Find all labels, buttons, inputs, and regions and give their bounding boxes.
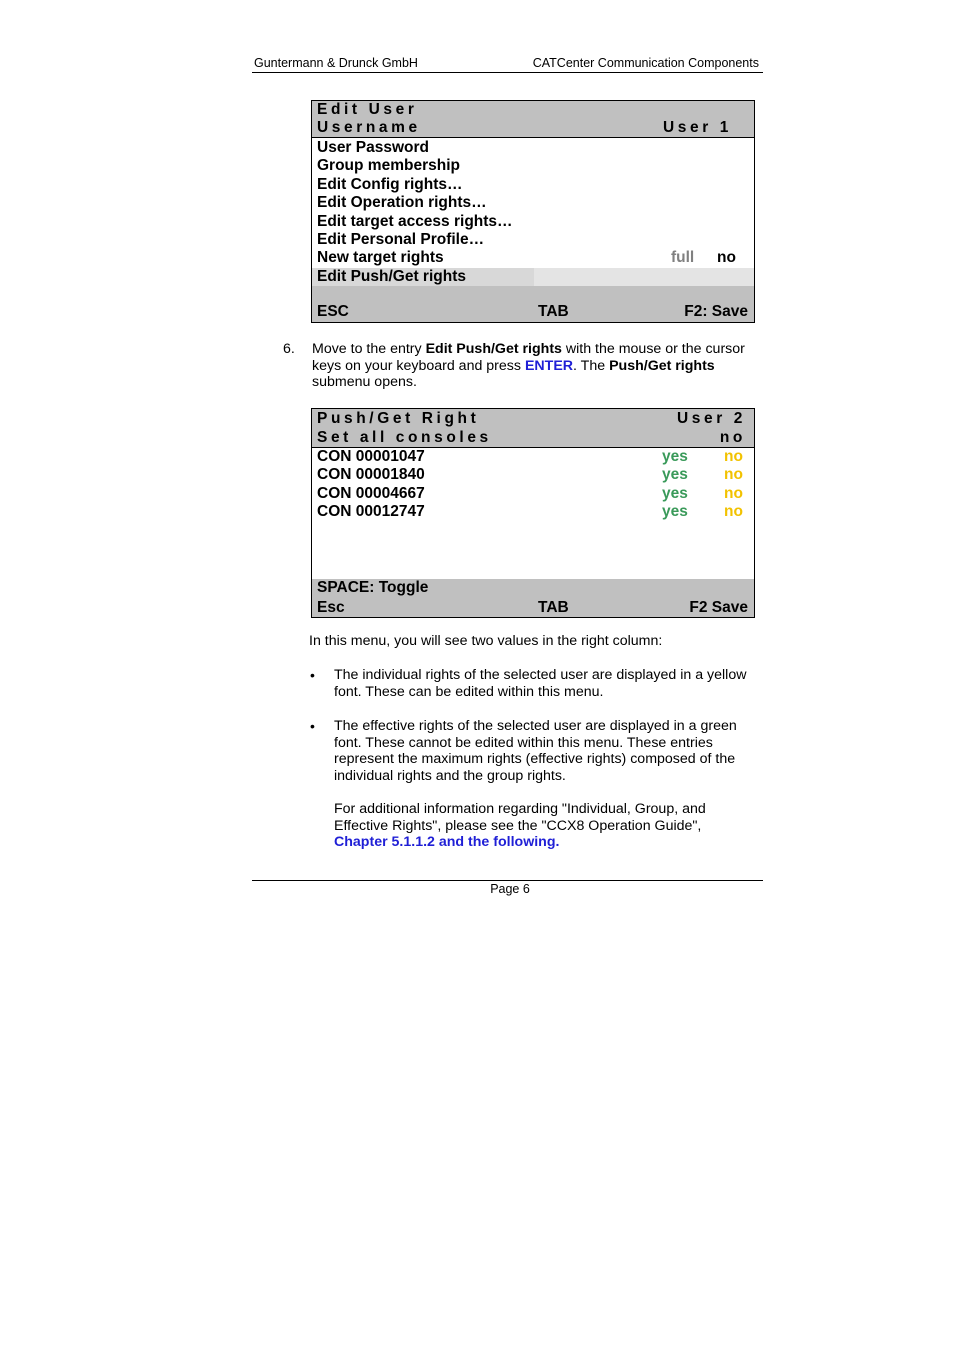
menu-item-edit-personal-profile[interactable]: Edit Personal Profile…	[317, 230, 485, 248]
footer-rule	[252, 880, 763, 881]
header-company: Guntermann & Drunck GmbH	[254, 56, 418, 70]
bullet-2-marker: •	[310, 718, 315, 734]
esc-key[interactable]: Esc	[317, 599, 345, 616]
push-get-title: Push/Get Right	[317, 410, 480, 427]
chapter-link[interactable]: Chapter 5.1.1.2 and the following.	[334, 834, 560, 851]
console-row[interactable]	[312, 485, 754, 503]
menu-item-edit-operation-rights[interactable]: Edit Operation rights…	[317, 194, 487, 212]
set-all-consoles-value[interactable]: no	[719, 429, 746, 446]
screen-title: Edit User	[317, 101, 418, 118]
f2-save-key[interactable]: F2 Save	[689, 599, 748, 616]
bullet-2-text: The effective rights of the selected user are displayed in a green font. These cannot be edited within this menu. These entries represent the maximum rights (effective rights) composed of the individual rights and the group rights.	[334, 718, 737, 784]
push-get-user: User 2	[677, 410, 746, 427]
individual-right[interactable]: no	[724, 448, 743, 465]
edit-user-title-bar	[312, 101, 754, 138]
push-get-screen	[311, 408, 755, 618]
f2-save-key[interactable]: F2: Save	[684, 303, 748, 321]
individual-right[interactable]: no	[724, 503, 743, 521]
console-row[interactable]	[312, 503, 754, 521]
individual-right[interactable]: no	[724, 466, 743, 484]
console-list	[312, 448, 754, 579]
username-row	[312, 119, 754, 137]
additional-info: For additional information regarding "Individual, Group, and Effective Rights", please see the "CCX8 Operation Guide", Chapter 5.1.1.2 and the following.	[334, 801, 764, 851]
menu-item-new-target-rights[interactable]	[312, 249, 754, 267]
submenu-name: Push/Get rights	[609, 357, 715, 374]
bullet-1-marker: •	[310, 667, 315, 683]
push-get-title-bar	[312, 409, 754, 448]
page-number: Page 6	[490, 882, 530, 896]
set-all-consoles-row[interactable]	[312, 428, 754, 447]
console-name: CON 00004667	[317, 484, 425, 502]
push-get-title-row	[312, 409, 754, 428]
effective-right: yes	[662, 503, 688, 521]
username-label: Username	[317, 119, 421, 136]
bullet-1-text: The individual rights of the selected user are displayed in a yellow font. These can be edited within this menu.	[334, 667, 747, 700]
enter-key: ENTER	[524, 357, 574, 374]
step-number: 6.	[283, 341, 295, 357]
intro-paragraph: In this menu, you will see two values in the right column:	[309, 633, 663, 649]
username-value: User 1	[663, 119, 732, 136]
new-target-rights-label: New target rights	[317, 249, 444, 267]
edit-user-footer	[312, 286, 754, 322]
menu-item-edit-push-get-rights[interactable]	[312, 268, 754, 286]
space-toggle-key[interactable]: SPACE: Toggle	[317, 579, 429, 596]
option-no[interactable]: no	[717, 249, 736, 267]
menu-item-edit-config-rights[interactable]: Edit Config rights…	[317, 175, 463, 193]
console-row[interactable]	[312, 448, 754, 466]
effective-right: yes	[662, 466, 688, 484]
header-rule	[252, 72, 763, 73]
menu-item-edit-target-access-rights[interactable]: Edit target access rights…	[317, 212, 513, 230]
individual-right[interactable]: no	[724, 484, 743, 502]
console-name: CON 00012747	[317, 503, 425, 521]
effective-right: yes	[662, 484, 688, 502]
push-get-footer	[312, 579, 754, 617]
selected-item-label: Edit Push/Get rights	[317, 267, 466, 285]
menu-item-user-password[interactable]: User Password	[317, 139, 429, 156]
tab-key[interactable]: TAB	[538, 303, 569, 321]
console-name: CON 00001047	[317, 448, 425, 465]
console-row[interactable]	[312, 466, 754, 484]
header-product: CATCenter Communication Components	[532, 56, 759, 70]
edit-user-screen	[311, 100, 755, 323]
console-name: CON 00001840	[317, 466, 425, 484]
tab-key[interactable]: TAB	[538, 599, 569, 616]
option-full[interactable]: full	[671, 249, 695, 267]
menu-item-group-membership[interactable]: Group membership	[317, 157, 460, 175]
esc-key[interactable]: ESC	[317, 303, 349, 321]
entry-name: Edit Push/Get rights	[425, 341, 562, 357]
step-6-text: Move to the entry Edit Push/Get rights with the mouse or the cursor keys on your keyboard and press ENTER. The Push/Get rights submenu opens.	[312, 341, 745, 391]
set-all-consoles-label: Set all consoles	[317, 429, 492, 446]
effective-right: yes	[662, 448, 688, 465]
